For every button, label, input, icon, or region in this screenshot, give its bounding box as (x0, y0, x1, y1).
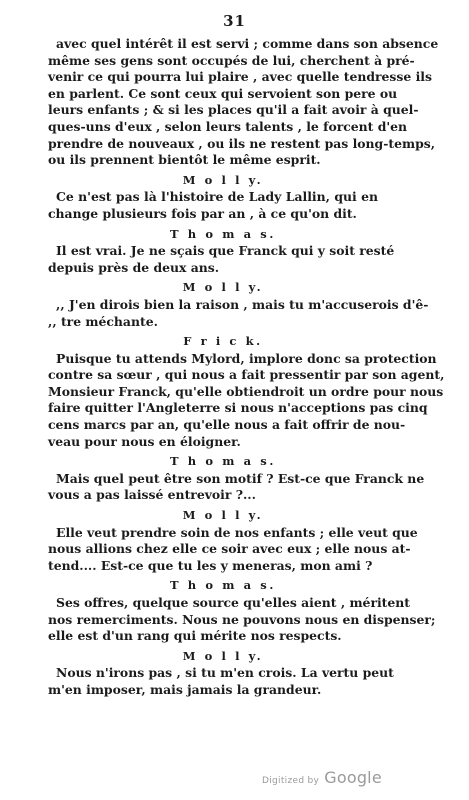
text-line: vous a pas laissé entrevoir ?... (48, 487, 256, 503)
paragraph (48, 296, 429, 330)
text-line: faire quitter l'Angleterre si nous n'acceptions pas cinq (48, 400, 428, 416)
text-body (48, 36, 445, 699)
digitized-by-label: Digitized by (262, 776, 320, 786)
page-number: 31 (223, 12, 246, 30)
text-line: Ses offres, quelque source qu'elles aient , méritent (56, 595, 411, 610)
text-line: contre sa sœur , qui nous a fait pressentir par son agent, (48, 367, 445, 383)
text-line: avec quel intérêt il est servi ; comme dans son absence (56, 36, 439, 51)
text-line: change plusieurs fois par an , à ce qu'on dit. (48, 205, 357, 221)
text-line: prendre de nouveaux , ou ils ne restent pas long-temps, (48, 135, 436, 151)
text-line: ,, tre méchante. (48, 313, 158, 329)
text-line: Mais quel peut être son motif ? Est-ce que Franck ne (56, 470, 425, 486)
paragraph (48, 665, 394, 698)
text-line: Nous n'irons pas , si tu m'en crois. La vertu peut (56, 665, 394, 681)
text-line: venir ce qui pourra lui plaire , avec quelle tendresse ils (48, 69, 432, 85)
paragraph (48, 189, 378, 222)
text-line: nous allions chez elle ce soir avec eux ; elle nous at- (48, 541, 411, 557)
google-logo-text: Google (324, 768, 382, 787)
text-line: cens marcs par an, qu'elle nous a fait offrir de nou- (48, 417, 406, 433)
text-line: Il est vrai. Je ne sçais que Franck qui y soit resté (56, 243, 395, 259)
text-line: Ce n'est pas là l'histoire de Lady Lallin, qui en (56, 189, 378, 205)
text-line: leurs enfants ; & si les places qu'il a fait avoir à quel- (48, 102, 419, 118)
paragraph (48, 470, 425, 504)
speaker-name: M o l l y. (182, 172, 264, 187)
text-line: veau pour nous en éloigner. (48, 433, 241, 449)
text-line: même ses gens sont occupés de lui, cherchent à pré- (48, 52, 415, 68)
digitization-watermark (262, 768, 382, 787)
paragraph (48, 350, 445, 451)
text-line: elle est d'un rang qui mérite nos respects. (48, 628, 342, 644)
speaker-name: F r i c k. (183, 334, 263, 349)
text-line: Elle veut prendre soin de nos enfants ; elle veut que (56, 524, 418, 540)
text-line: nos remerciments. Nous ne pouvons nous en dispenser; (48, 611, 436, 627)
text-line: ,, J'en dirois bien la raison , mais tu m'accuserois d'ê- (56, 296, 429, 312)
speaker-name: T h o m a s. (170, 578, 276, 593)
paragraph (48, 595, 436, 645)
speaker-name: M o l l y. (182, 648, 264, 663)
text-line: m'en imposer, mais jamais la grandeur. (48, 681, 322, 697)
speaker-name: M o l l y. (182, 508, 264, 523)
text-line: depuis près de deux ans. (48, 259, 220, 275)
text-line: Puisque tu attends Mylord, implore donc sa protection (56, 350, 437, 366)
text-line: ou ils prennent bientôt le même esprit. (48, 152, 321, 168)
text-line: Monsieur Franck, qu'elle obtiendroit un ordre pour nous (48, 383, 444, 399)
text-line: ques-uns d'eux , selon leurs talents , le forcent d'en (48, 118, 408, 134)
speaker-name: T h o m a s. (170, 226, 276, 241)
speaker-name: M o l l y. (182, 280, 264, 295)
text-line: tend.... Est-ce que tu les y meneras, mon ami ? (48, 557, 373, 573)
text-line: en parlent. Ce sont ceux qui servoient son pere ou (48, 85, 398, 101)
speaker-name: T h o m a s. (170, 454, 276, 469)
paragraph (48, 524, 418, 575)
paragraph (48, 36, 439, 169)
paragraph (48, 243, 395, 276)
